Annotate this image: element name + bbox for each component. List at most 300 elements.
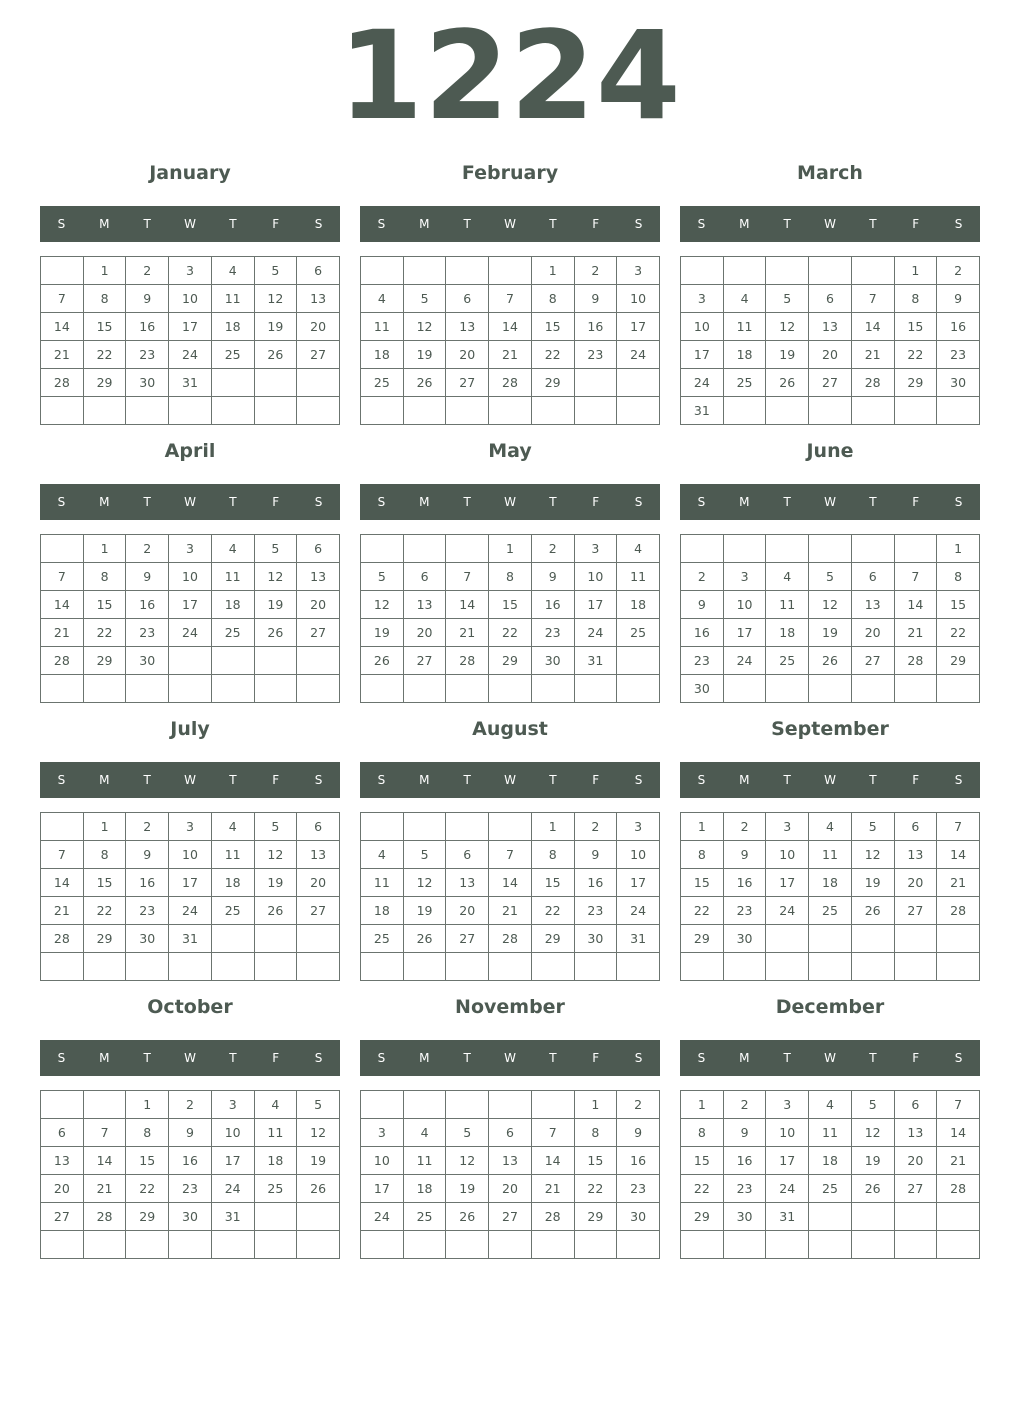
day-cell: 20 [41, 1175, 84, 1203]
day-cell [126, 397, 169, 425]
day-cell: 11 [361, 869, 404, 897]
day-cell: 18 [403, 1175, 446, 1203]
day-cell: 7 [83, 1119, 126, 1147]
day-grid [360, 1090, 660, 1259]
day-cell: 1 [489, 535, 532, 563]
day-cell: 12 [254, 563, 297, 591]
day-cell: 20 [894, 869, 937, 897]
week-row [361, 397, 660, 425]
weekday-label: W [184, 1051, 196, 1065]
week-row [41, 313, 340, 341]
week-row [361, 563, 660, 591]
day-cell: 10 [617, 841, 660, 869]
day-cell: 30 [937, 369, 980, 397]
weekday-label: S [57, 1051, 66, 1065]
day-cell: 19 [254, 591, 297, 619]
day-cell [531, 953, 574, 981]
week-row [681, 647, 980, 675]
week-row [681, 953, 980, 981]
day-cell: 29 [489, 647, 532, 675]
day-cell: 25 [211, 619, 254, 647]
day-cell [489, 813, 532, 841]
weekday-label: F [592, 217, 600, 231]
week-row [41, 953, 340, 981]
week-row [41, 341, 340, 369]
day-cell: 11 [211, 841, 254, 869]
weekday-label: W [824, 217, 836, 231]
day-cell [766, 953, 809, 981]
day-cell: 18 [766, 619, 809, 647]
weekday-label: M [739, 773, 750, 787]
weekday-label: T [463, 1051, 471, 1065]
weekday-label: T [869, 495, 877, 509]
day-grid [680, 1090, 980, 1259]
day-cell: 24 [766, 897, 809, 925]
day-cell [361, 675, 404, 703]
day-cell [254, 647, 297, 675]
day-cell: 21 [83, 1175, 126, 1203]
day-cell: 3 [169, 257, 212, 285]
day-cell [361, 257, 404, 285]
day-cell: 26 [403, 369, 446, 397]
day-cell: 2 [126, 257, 169, 285]
day-cell: 6 [894, 1091, 937, 1119]
day-cell [446, 397, 489, 425]
day-cell [446, 813, 489, 841]
day-cell: 2 [531, 535, 574, 563]
weekday-header [360, 762, 660, 798]
day-cell: 24 [169, 897, 212, 925]
weekday-label: F [272, 773, 280, 787]
month-name: October [147, 996, 233, 1018]
weekday-label: S [954, 495, 963, 509]
day-cell [254, 1203, 297, 1231]
day-cell: 22 [489, 619, 532, 647]
day-cell: 4 [403, 1119, 446, 1147]
week-row [361, 1147, 660, 1175]
day-cell [894, 953, 937, 981]
day-cell: 23 [126, 619, 169, 647]
day-cell: 23 [723, 1175, 766, 1203]
day-cell: 26 [766, 369, 809, 397]
weekday-label: F [912, 217, 920, 231]
day-cell: 12 [254, 841, 297, 869]
day-cell [617, 1231, 660, 1259]
weekday-label: W [824, 1051, 836, 1065]
day-cell: 8 [83, 285, 126, 313]
day-cell [766, 925, 809, 953]
day-cell: 7 [894, 563, 937, 591]
day-cell: 21 [894, 619, 937, 647]
day-cell: 17 [169, 591, 212, 619]
day-cell [41, 535, 84, 563]
day-cell: 12 [403, 869, 446, 897]
day-cell: 28 [41, 647, 84, 675]
day-cell: 30 [126, 925, 169, 953]
day-cell: 8 [681, 1119, 724, 1147]
month-november [360, 990, 660, 1260]
day-cell [361, 813, 404, 841]
day-cell: 26 [254, 897, 297, 925]
day-cell: 1 [894, 257, 937, 285]
day-cell: 2 [126, 535, 169, 563]
week-row [41, 897, 340, 925]
day-cell: 16 [574, 869, 617, 897]
day-cell: 31 [617, 925, 660, 953]
day-cell: 8 [681, 841, 724, 869]
day-cell [41, 1091, 84, 1119]
day-cell: 20 [403, 619, 446, 647]
day-cell: 23 [574, 897, 617, 925]
week-row [361, 591, 660, 619]
day-cell [766, 397, 809, 425]
day-cell: 12 [254, 285, 297, 313]
weekday-label: M [739, 1051, 750, 1065]
day-cell [361, 535, 404, 563]
week-row [361, 257, 660, 285]
day-cell: 28 [489, 925, 532, 953]
week-row [361, 313, 660, 341]
day-cell: 14 [937, 841, 980, 869]
day-cell: 10 [723, 591, 766, 619]
day-cell [297, 1231, 340, 1259]
day-cell: 30 [723, 1203, 766, 1231]
day-cell: 2 [126, 813, 169, 841]
day-cell [766, 535, 809, 563]
day-grid [680, 534, 980, 703]
day-cell: 13 [297, 285, 340, 313]
day-cell [574, 1231, 617, 1259]
day-cell: 18 [617, 591, 660, 619]
weekday-label: S [697, 495, 706, 509]
day-cell [254, 397, 297, 425]
week-row [361, 953, 660, 981]
day-cell: 9 [574, 285, 617, 313]
day-cell: 15 [83, 869, 126, 897]
day-cell [531, 675, 574, 703]
week-row [681, 313, 980, 341]
day-cell: 18 [723, 341, 766, 369]
day-cell: 8 [574, 1119, 617, 1147]
day-cell: 28 [489, 369, 532, 397]
day-cell [681, 1231, 724, 1259]
weekday-label: M [99, 217, 110, 231]
day-cell [297, 397, 340, 425]
day-cell: 5 [297, 1091, 340, 1119]
day-cell: 9 [169, 1119, 212, 1147]
day-grid [680, 812, 980, 981]
week-row [41, 1119, 340, 1147]
day-cell: 10 [617, 285, 660, 313]
day-cell: 6 [446, 841, 489, 869]
day-cell [403, 1231, 446, 1259]
day-cell: 28 [41, 369, 84, 397]
day-cell: 4 [617, 535, 660, 563]
day-cell [41, 1231, 84, 1259]
day-cell [851, 925, 894, 953]
weekday-label: S [314, 773, 323, 787]
day-cell [681, 535, 724, 563]
month-name: June [806, 440, 854, 462]
day-cell [403, 1091, 446, 1119]
day-cell: 11 [361, 313, 404, 341]
day-cell: 10 [169, 285, 212, 313]
day-cell: 2 [681, 563, 724, 591]
day-cell [489, 1091, 532, 1119]
month-december [680, 990, 980, 1260]
day-cell: 17 [617, 869, 660, 897]
day-cell [83, 1091, 126, 1119]
day-cell: 16 [617, 1147, 660, 1175]
day-cell: 10 [361, 1147, 404, 1175]
day-cell: 4 [361, 841, 404, 869]
day-cell [851, 535, 894, 563]
weekday-label: S [954, 773, 963, 787]
week-row [41, 369, 340, 397]
day-cell: 22 [83, 897, 126, 925]
day-cell [254, 925, 297, 953]
week-row [361, 1231, 660, 1259]
week-row [361, 869, 660, 897]
week-row [681, 841, 980, 869]
day-cell: 25 [766, 647, 809, 675]
day-cell: 14 [489, 313, 532, 341]
day-cell: 4 [211, 535, 254, 563]
week-row [681, 257, 980, 285]
day-cell: 24 [169, 341, 212, 369]
day-cell [489, 1231, 532, 1259]
weekday-label: T [783, 217, 791, 231]
week-row [41, 535, 340, 563]
day-cell: 14 [83, 1147, 126, 1175]
day-cell [723, 1231, 766, 1259]
weekday-label: T [143, 217, 151, 231]
day-cell: 4 [211, 813, 254, 841]
day-cell: 5 [851, 1091, 894, 1119]
day-cell: 5 [766, 285, 809, 313]
day-cell: 12 [851, 841, 894, 869]
day-cell [41, 257, 84, 285]
week-row [681, 1175, 980, 1203]
month-may [360, 434, 660, 704]
day-cell: 3 [723, 563, 766, 591]
day-cell: 19 [254, 313, 297, 341]
day-cell: 15 [574, 1147, 617, 1175]
day-cell: 26 [851, 897, 894, 925]
day-cell: 26 [403, 925, 446, 953]
day-cell: 3 [211, 1091, 254, 1119]
weekday-label: S [314, 217, 323, 231]
weekday-label: T [143, 773, 151, 787]
day-cell: 27 [297, 619, 340, 647]
weekday-label: T [869, 217, 877, 231]
day-cell: 4 [766, 563, 809, 591]
day-cell [126, 953, 169, 981]
day-cell: 17 [574, 591, 617, 619]
month-name: December [775, 996, 885, 1018]
day-cell: 17 [211, 1147, 254, 1175]
weekday-label: F [912, 495, 920, 509]
day-cell: 20 [297, 313, 340, 341]
day-cell: 30 [126, 369, 169, 397]
weekday-label: S [634, 495, 643, 509]
weekday-label: F [272, 1051, 280, 1065]
day-cell: 19 [446, 1175, 489, 1203]
week-row [41, 285, 340, 313]
day-cell: 22 [681, 897, 724, 925]
day-cell: 19 [851, 869, 894, 897]
weekday-label: F [272, 495, 280, 509]
day-cell: 3 [617, 257, 660, 285]
day-cell: 24 [211, 1175, 254, 1203]
day-cell: 2 [169, 1091, 212, 1119]
weekday-label: S [697, 217, 706, 231]
day-cell: 1 [126, 1091, 169, 1119]
week-row [681, 813, 980, 841]
day-cell: 1 [681, 813, 724, 841]
day-cell: 9 [126, 285, 169, 313]
day-cell: 8 [531, 285, 574, 313]
day-cell: 6 [894, 813, 937, 841]
day-cell [126, 675, 169, 703]
day-grid [360, 534, 660, 703]
day-cell: 7 [446, 563, 489, 591]
day-cell: 11 [809, 1119, 852, 1147]
day-cell: 9 [126, 563, 169, 591]
day-cell: 5 [809, 563, 852, 591]
day-cell: 30 [531, 647, 574, 675]
day-cell: 18 [254, 1147, 297, 1175]
day-cell: 28 [937, 1175, 980, 1203]
day-cell [723, 397, 766, 425]
day-cell [809, 257, 852, 285]
day-cell [361, 953, 404, 981]
day-cell: 5 [254, 257, 297, 285]
day-cell [617, 397, 660, 425]
day-cell [489, 675, 532, 703]
week-row [361, 841, 660, 869]
month-august [360, 712, 660, 982]
day-cell: 17 [617, 313, 660, 341]
day-cell: 1 [83, 813, 126, 841]
day-cell: 1 [531, 813, 574, 841]
day-cell: 17 [169, 869, 212, 897]
day-cell: 13 [297, 563, 340, 591]
week-row [41, 591, 340, 619]
day-cell: 14 [41, 869, 84, 897]
day-cell: 12 [297, 1119, 340, 1147]
weekday-header [40, 484, 340, 520]
day-cell [809, 1231, 852, 1259]
day-cell [766, 1231, 809, 1259]
day-cell [617, 953, 660, 981]
day-cell: 19 [254, 869, 297, 897]
day-cell: 20 [894, 1147, 937, 1175]
day-cell: 16 [574, 313, 617, 341]
day-cell: 3 [169, 813, 212, 841]
day-cell: 17 [766, 1147, 809, 1175]
day-cell: 8 [126, 1119, 169, 1147]
day-cell: 27 [446, 369, 489, 397]
day-cell [894, 397, 937, 425]
day-cell: 5 [254, 535, 297, 563]
day-cell: 10 [766, 841, 809, 869]
day-cell: 9 [937, 285, 980, 313]
day-cell: 27 [297, 341, 340, 369]
day-cell: 1 [574, 1091, 617, 1119]
day-cell [446, 675, 489, 703]
day-cell: 24 [766, 1175, 809, 1203]
weekday-label: T [229, 1051, 237, 1065]
day-cell: 26 [809, 647, 852, 675]
day-cell: 10 [169, 563, 212, 591]
day-cell: 31 [766, 1203, 809, 1231]
day-cell: 29 [83, 647, 126, 675]
day-cell [723, 257, 766, 285]
day-cell: 25 [254, 1175, 297, 1203]
week-row [41, 257, 340, 285]
day-cell: 24 [169, 619, 212, 647]
day-cell: 4 [211, 257, 254, 285]
day-cell [851, 1231, 894, 1259]
week-row [361, 535, 660, 563]
day-cell: 7 [531, 1119, 574, 1147]
week-row [41, 813, 340, 841]
weekday-label: S [634, 217, 643, 231]
weekday-label: T [869, 1051, 877, 1065]
weekday-label: W [504, 217, 516, 231]
weekday-header [40, 1040, 340, 1076]
day-cell: 2 [574, 257, 617, 285]
day-cell [254, 369, 297, 397]
day-cell: 26 [851, 1175, 894, 1203]
weekday-label: W [184, 773, 196, 787]
day-cell: 4 [723, 285, 766, 313]
day-cell: 3 [766, 813, 809, 841]
day-cell [254, 675, 297, 703]
weekday-label: S [697, 773, 706, 787]
day-cell: 25 [809, 897, 852, 925]
week-row [681, 285, 980, 313]
day-cell: 8 [83, 563, 126, 591]
week-row [41, 1147, 340, 1175]
day-cell: 19 [809, 619, 852, 647]
day-cell: 19 [766, 341, 809, 369]
day-cell [809, 925, 852, 953]
day-cell: 8 [937, 563, 980, 591]
day-cell [489, 953, 532, 981]
day-cell: 25 [403, 1203, 446, 1231]
day-cell: 23 [723, 897, 766, 925]
day-cell: 13 [851, 591, 894, 619]
weekday-label: F [592, 495, 600, 509]
day-cell: 13 [297, 841, 340, 869]
day-cell: 14 [489, 869, 532, 897]
day-cell: 25 [809, 1175, 852, 1203]
day-cell: 11 [723, 313, 766, 341]
day-cell: 22 [574, 1175, 617, 1203]
day-cell [169, 647, 212, 675]
day-cell: 9 [723, 841, 766, 869]
day-cell: 20 [489, 1175, 532, 1203]
day-cell [894, 1203, 937, 1231]
day-cell: 26 [361, 647, 404, 675]
day-cell [83, 1231, 126, 1259]
day-cell: 25 [723, 369, 766, 397]
day-cell: 7 [41, 563, 84, 591]
day-cell [211, 925, 254, 953]
day-cell: 23 [531, 619, 574, 647]
